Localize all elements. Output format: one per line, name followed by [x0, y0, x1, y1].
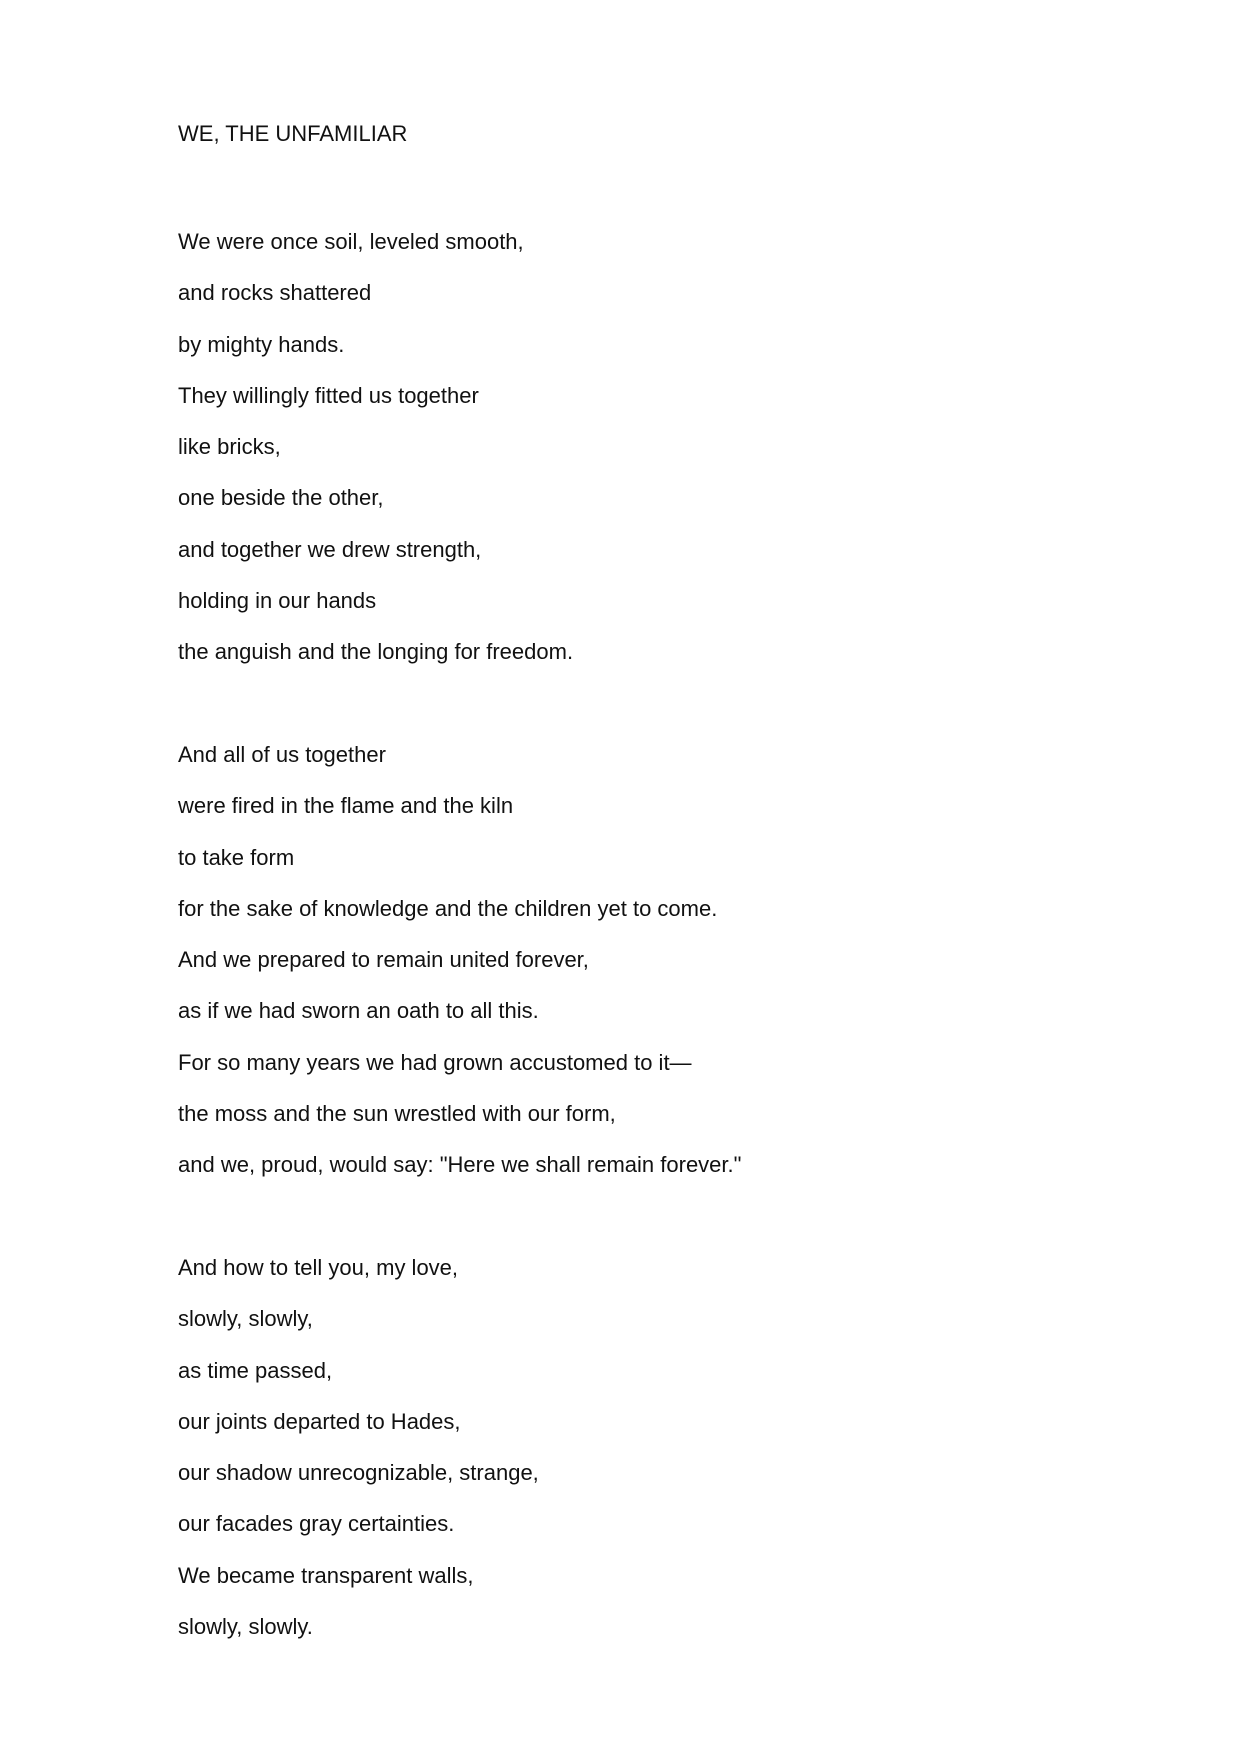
- poem-line: as if we had sworn an oath to all this.: [178, 998, 539, 1024]
- poem-line: our joints departed to Hades,: [178, 1408, 461, 1434]
- poem-title: WE, THE UNFAMILIAR: [178, 121, 408, 146]
- poem-line: and we, proud, would say: "Here we shall remain forever.": [178, 1152, 742, 1178]
- poem-line: For so many years we had grown accustomed to it—: [178, 1049, 692, 1075]
- poem-line: our facades gray certainties.: [178, 1511, 455, 1537]
- poem-line: holding in our hands: [178, 588, 377, 614]
- poem-line: They willingly fitted us together: [178, 382, 479, 408]
- stanza-2: [178, 729, 1158, 1191]
- poem-line: our shadow unrecognizable, strange,: [178, 1460, 539, 1486]
- poem-line: one beside the other,: [178, 485, 384, 511]
- poem-line: and together we drew strength,: [178, 536, 482, 562]
- stanza-spacer: [178, 678, 1158, 729]
- poem-line: We were once soil, leveled smooth,: [178, 229, 524, 254]
- poem-line: and rocks shattered: [178, 280, 372, 306]
- poem-line: And all of us together: [178, 741, 386, 767]
- poem-line: slowly, slowly,: [178, 1306, 313, 1332]
- stanza-spacer: [178, 1191, 1158, 1242]
- poem-line: And how to tell you, my love,: [178, 1254, 459, 1280]
- poem-line: as time passed,: [178, 1357, 333, 1383]
- poem-line: We became transparent walls,: [178, 1562, 474, 1588]
- poem-line: like bricks,: [178, 434, 281, 460]
- poem-line: to take form: [178, 844, 295, 870]
- poem-line: And we prepared to remain united forever,: [178, 947, 589, 973]
- poem-line: were fired in the flame and the kiln: [178, 793, 514, 819]
- stanza-3: [178, 1242, 1158, 1652]
- poem-line: for the sake of knowledge and the children yet to come.: [178, 895, 718, 921]
- stanza-1: [178, 216, 1158, 678]
- title-spacer: [178, 154, 1158, 216]
- poem-line: slowly, slowly.: [178, 1614, 313, 1640]
- poem-line: by mighty hands.: [178, 331, 345, 357]
- poem-body: [178, 114, 1158, 1652]
- poem-line: the anguish and the longing for freedom.: [178, 639, 574, 665]
- poem-line: the moss and the sun wrestled with our form,: [178, 1101, 616, 1127]
